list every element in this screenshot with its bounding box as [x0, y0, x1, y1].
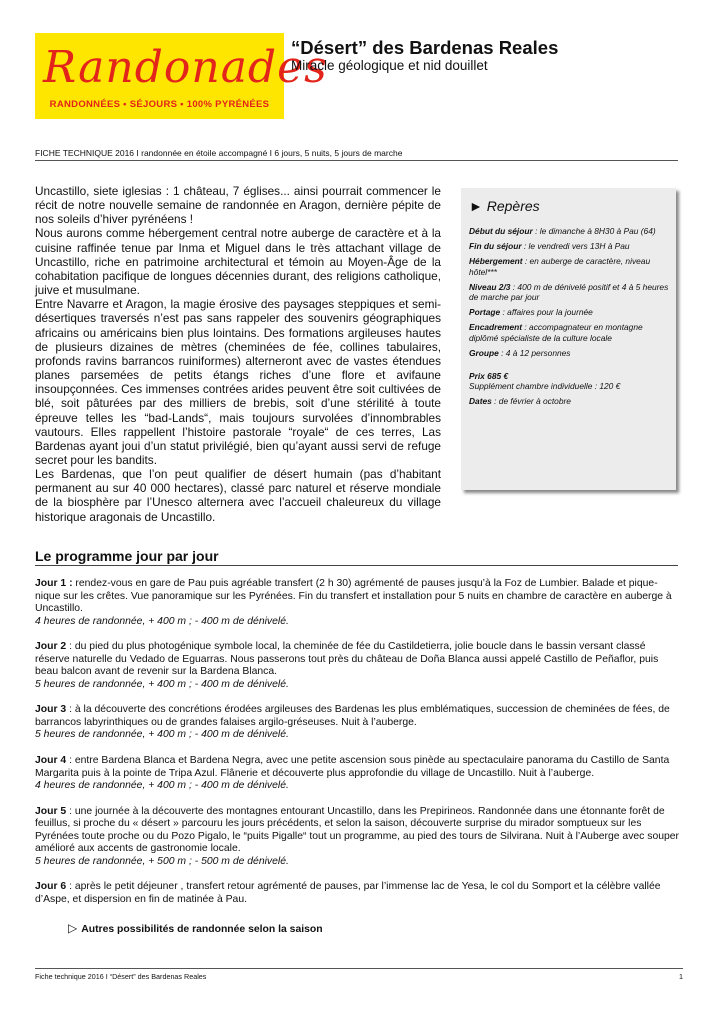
day-detail: 5 heures de randonnée, + 500 m ; - 500 m de dénivelé.	[35, 855, 289, 867]
programme-heading: Le programme jour par jour	[35, 548, 678, 566]
dates-value: : de février à octobre	[491, 396, 571, 406]
day-detail: 5 heures de randonnée, + 400 m ; - 400 m de dénivelé.	[35, 678, 289, 690]
logo-wordmark: Randonades	[43, 42, 328, 93]
day-detail: 4 heures de randonnée, + 400 m ; - 400 m de dénivelé.	[35, 780, 289, 792]
reperes-item	[469, 282, 670, 303]
reperes-value: : en auberge de caractère, niveau hôtel***	[469, 256, 651, 277]
intro-paragraph: Les Bardenas, que l’on peut qualifier de désert humain (pas d’habitant permanent au sur 40 000 hectares), classé parc naturel et réserve mondiale de la biosphère par l’Unesco alternera avec l’accueil chaleureux du village historique aragonais de Uncastillo.	[35, 467, 441, 524]
other-options-label: Autres possibilités de randonnée selon la saison	[81, 924, 323, 935]
day-entry	[35, 755, 683, 793]
reperes-spacer	[469, 363, 670, 371]
reperes-value: : le vendredi vers 13H à Pau	[521, 241, 630, 251]
logo-tagline: RANDONNÉES • SÉJOURS • 100% PYRÉNÉES	[49, 99, 270, 110]
reperes-value: : affaires pour la journée	[500, 307, 593, 317]
triangle-right-icon: ▷	[68, 921, 78, 935]
day-entry	[35, 641, 683, 691]
reperes-label: Début du séjour	[469, 226, 533, 236]
reperes-item	[469, 307, 670, 318]
day-text: : entre Bardena Blanca et Bardena Negra, avec une petite ascension sous pinède au spectaculaire panorama du Castillo de Santa Margarita puis à la pointe de Tripa Azul. Flânerie et découverte plus approfondie du village de Uncastillo. Nuit à l’auberge.	[35, 755, 670, 779]
reperes-value: : le dimanche à 8H30 à Pau (64)	[532, 226, 656, 236]
day-text: : après le petit déjeuner , transfert retour agrémenté de pauses, par l’immense lac de Yesa, le col du Somport et la célèbre vallée d’Aspe, et dispersion en fin de matinée à Pau.	[35, 881, 661, 905]
day-text: rendez-vous en gare de Pau puis agréable transfert (2 h 30) agrémenté de pauses jusqu’à la Foz de Lumbier. Balade et pique-nique sur les crêtes. Vue panoramique sur les Pyrénées. Fin du transfert et installation pour 5 nuits en chambre de caractère en auberge à Uncastillo.	[35, 578, 672, 615]
reperes-title: ► Repères	[469, 198, 540, 214]
day-entry	[35, 704, 683, 742]
day-entry	[35, 578, 683, 628]
day-text: : une journée à la découverte des montagnes entourant Uncastillo, dans les Prepirineos. Randonnée dans une étonnante forêt de feuillus, si proche du « désert » parcouru les jours précédents, et selon la saison, découverte surprise du mirador somptueux sur les Pyrénées toute proche ou du Pozo Pigalo, le “puits Pigalle“ tout un programme, au pied des tours de Silvirana. Nuit à l’Auberge avec souper amélioré aux accents de gastronomie locale.	[35, 805, 680, 855]
page-footer	[35, 968, 683, 981]
programme-days	[35, 578, 683, 919]
footer-text: Fiche technique 2016 I “Désert” des Bardenas Reales	[35, 972, 207, 981]
day-label: Jour 6	[35, 881, 67, 893]
page-number: 1	[679, 972, 683, 981]
reperes-price	[469, 371, 670, 382]
day-entry	[35, 881, 683, 906]
day-detail: 5 heures de randonnée, + 400 m ; - 400 m de dénivelé.	[35, 729, 289, 741]
intro-paragraph: Nous aurons comme hébergement central notre auberge de caractère et à la cuisine raffinée tenue par Inma et Miguel dans le très attachant village de Uncastillo, riche en patrimoine architectural et témoin au Moyen-Âge de la cohabitation pacifique de longues décennies durant, des religions catholique, juive et musulmane.	[35, 226, 441, 298]
technical-sheet-line: FICHE TECHNIQUE 2016 I randonnée en étoile accompagné I 6 jours, 5 nuits, 5 jours de marche	[35, 148, 678, 161]
other-options-heading	[68, 921, 323, 935]
reperes-value: : 4 à 12 personnes	[498, 347, 571, 358]
day-entry	[35, 806, 683, 869]
randonades-logo	[35, 33, 328, 119]
day-label: Jour 3	[35, 704, 67, 716]
reperes-item	[469, 256, 670, 277]
reperes-value: : accompagnateur en montagne diplômé spécialiste de la culture locale	[469, 322, 643, 343]
reperes-item	[469, 322, 670, 343]
intro-text	[35, 184, 441, 524]
intro-paragraph: Uncastillo, siete iglesias : 1 château, 7 églises... ainsi pourrait commencer le récit de notre nouvelle semaine de randonnée en Aragon, dernière pépite de nos soleils d’hiver pyrénéens !	[35, 184, 441, 227]
reperes-label: Niveau 2/3	[469, 281, 511, 292]
day-text: : du pied du plus photogénique symbole local, la cheminée de fée du Castildetierra, jolie boucle dans le bassin versant classé réserve naturelle du Vedado de Eguarras. Nous passerons tout près du château de Doña Blanca aussi appelé Castillo de Peñaflor, puis beau balcon avant de revenir sur la Bardena Blanca.	[35, 641, 659, 678]
day-label: Jour 2	[35, 641, 67, 653]
reperes-label: Hébergement	[469, 256, 523, 266]
reperes-item	[469, 348, 670, 359]
intro-paragraph: Entre Navarre et Aragon, la magie érosive des paysages steppiques et semi-désertiques traversés n’est pas sans rappeler des souvenirs géographiques africains ou américains bien plus lointains. Des formations argileuses hautes de plusieurs dizaines de mètres (cheminées de fée, collines tabulaires, profonds ravins barrancos ruiniformes) alterneront avec de vastes étendues planes parsemées de petits étangs riches d’une flore et avifaune insoupçonnées. Ces immenses contrées arides peuvent être soit cultivées de blé, soit pâturées par des milliers de brebis, soit d’une stérilité à toute épreuve telles les “bad-Lands“, mais toujours survolées d’innombrables vautours. Elles rappellent l’histoire pastorale “royale“ de ces terres, Las Bardenas ayant joui d’un statut privilégié, bien qu’ayant aussi servi de refuge secret pour les bandits.	[35, 297, 441, 467]
page-title: “Désert” des Bardenas Reales	[291, 37, 559, 58]
reperes-label: Portage	[469, 307, 501, 317]
reperes-item	[469, 226, 670, 237]
reperes-dates	[469, 396, 670, 407]
reperes-supplement: Supplément chambre individuelle : 120 €	[469, 381, 621, 391]
reperes-value: : 400 m de dénivelé positif et 4 à 5 heures de marche par jour	[469, 281, 669, 302]
price-label: Prix 685 €	[469, 370, 509, 381]
reperes-label: Fin du séjour	[469, 241, 522, 251]
reperes-box	[461, 188, 676, 490]
day-label: Jour 4	[35, 755, 67, 767]
day-text: : à la découverte des concrétions érodées argileuses des Bardenas les plus emblématiques, succession de cheminées de fées, de barrancos labyrinthiques ou de grandes falaises argilo-gréseuses. Nuit à l’auberge.	[35, 704, 670, 728]
page-subtitle: Miracle géologique et nid douillet	[291, 58, 488, 73]
day-detail: 4 heures de randonnée, + 400 m ; - 400 m de dénivelé.	[35, 615, 289, 627]
reperes-label: Encadrement	[469, 322, 523, 332]
reperes-label: Groupe	[469, 347, 499, 358]
day-label: Jour 5	[35, 805, 67, 817]
day-label: Jour 1 :	[35, 578, 73, 589]
dates-label: Dates	[469, 396, 492, 406]
reperes-item	[469, 241, 670, 252]
